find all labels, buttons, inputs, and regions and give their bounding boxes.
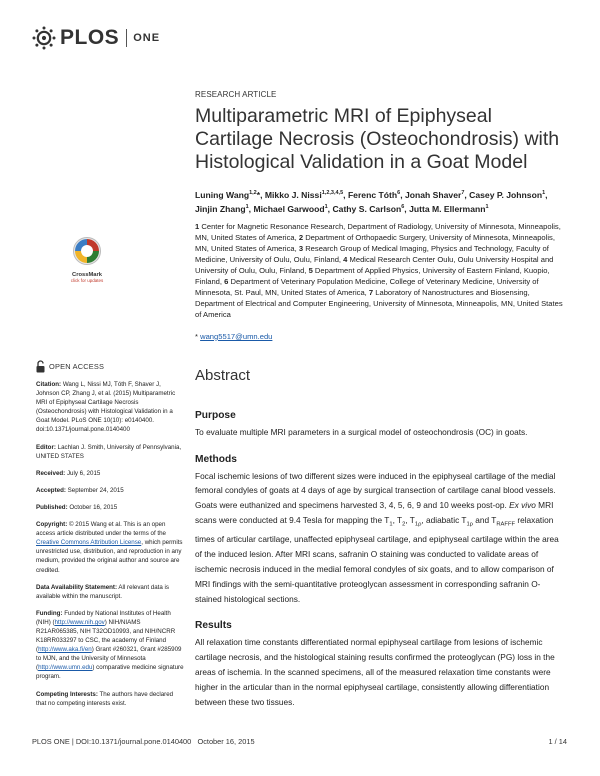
author-list: Luning Wang$^{1,2}$*, Mikko J. Nissi$^{1,2,3,4,5}$, Ferenc Tóth$^6$, Jonah Shaver$^7$, Casey P. Johnson$^1$, Jinjin Zhang$^1$, Michael Garwood$^1$, Cathy S. Carlson$^6$, Jutta M. Ellermann$^1$ xyxy=(195,189,548,214)
methods-p3: , adiabatic T xyxy=(421,514,467,525)
author-name: Jinjin Zhang xyxy=(195,203,246,214)
copyright xyxy=(36,520,184,575)
affil-num: 2 xyxy=(298,232,304,242)
affil-text: Department of Orthopaedic Surgery, University of Minnesota, Minneapolis, MN, United States of America, xyxy=(195,232,555,253)
methods-text xyxy=(195,469,567,607)
data-availability-text: All relevant data is available within the manuscript. xyxy=(36,583,169,600)
plos-logo-icon xyxy=(32,26,56,50)
methods-p2: MRI scans were conducted at 9.4 Tesla for mapping the T xyxy=(195,500,554,525)
open-lock-icon xyxy=(36,360,45,373)
copyright-text-2: , which permits unrestricted use, distribution, and reproduction in any medium, provided the original author and source are credited. xyxy=(36,539,183,574)
author-name: Ferenc Tóth xyxy=(347,189,398,200)
open-access-label: OPEN ACCESS xyxy=(49,361,105,371)
author-sup: 7 xyxy=(461,190,465,197)
author-sup: 1 xyxy=(542,190,546,197)
article-title: Multiparametric MRI of Epiphyseal Cartilage Necrosis (Osteochondrosis) with Histological Validation in a Goat Model xyxy=(195,105,560,173)
author-name: Mikko J. Nissi xyxy=(264,189,322,200)
funding-label: Funding: xyxy=(36,609,63,617)
methods-exvivo: Ex vivo xyxy=(509,500,536,511)
affil-text: Center for Magnetic Resonance Research, Department of Radiology, University of Minnesota, Minneapolis, MN, United States of America, xyxy=(195,221,561,242)
published-label: Published: xyxy=(36,503,68,511)
crossmark-sublabel: click for updates xyxy=(70,278,104,283)
methods-p4: and T xyxy=(472,514,497,525)
funding xyxy=(36,609,184,682)
author-name: Luning Wang xyxy=(195,189,250,200)
author-sup: 1,2 xyxy=(249,190,257,197)
editor-text: Lachlan J. Smith, University of Pennsylvania, UNITED STATES xyxy=(36,443,182,460)
methods-p1: Focal ischemic lesions of two different sizes were induced in the epiphyseal cartilage of the medial femoral condyles of goats at 4 days of age by surgical transection of cartilage canal blood vessels. Goats were euthanized and specimens harvested 3, 4, 5, 6, 9 and 10 weeks post-op. xyxy=(195,470,556,511)
results-text: All relaxation time constants differentiated normal epiphyseal cartilage from lesions of ischemic cartilage necrosis, and the histological staining results confirmed the proteoglycan (PG) loss in the areas of ischemia. In the scanned specimens, all of the measured relaxation time constants were higher in the articular than in the normal epiphyseal cartilage, consistently allowing differentiation between these two tissues. xyxy=(195,637,555,707)
published-text: October 16, 2015 xyxy=(67,503,118,511)
funding-text-3: ) Grant #260321, Grant #285909 to MJN, and the University of Minnesota ( xyxy=(36,646,182,672)
purpose-text: To evaluate multiple MRI parameters in a surgical model of osteochondrosis (OC) in goats. xyxy=(195,426,528,437)
results-section xyxy=(195,620,567,709)
affil-num: 3 xyxy=(298,243,304,253)
author-star: * xyxy=(256,189,261,200)
author-sup: 6 xyxy=(401,203,405,210)
corresponding-star: * xyxy=(195,331,198,341)
logo-separator xyxy=(126,29,127,47)
author-sup: 6 xyxy=(397,190,401,197)
purpose-heading: Purpose xyxy=(195,409,236,421)
data-availability-label: Data Availability Statement: xyxy=(36,583,118,591)
competing-interests xyxy=(36,690,184,708)
copyright-text: © 2015 Wang et al. This is an open access article distributed under the terms of the xyxy=(36,521,167,538)
open-access-badge xyxy=(36,360,184,373)
citation xyxy=(36,380,184,435)
author-name: Cathy S. Carlson xyxy=(332,203,402,214)
funding-text-2: ) NIH/NIAMS R21AR065385, NIH T32OD10993, and NIH/NCRR K18RR033297 to CSC, the academy of Finland ( xyxy=(36,618,176,654)
author-sup: 1,2,3,4,5 xyxy=(321,190,344,197)
received-label: Received: xyxy=(36,469,66,477)
affiliations xyxy=(195,221,567,320)
funding-text: Funded by National Institutes of Health (NIH) ( xyxy=(36,609,171,626)
page-footer xyxy=(32,737,567,746)
t2-sub: 2 xyxy=(402,521,406,528)
t1rho-sub-2: 1ρ xyxy=(466,521,473,528)
affil-text: Research Group of Medical Imaging, Physics and Technology, Faculty of Medicine, University of Oulu, Oulu, Finland, xyxy=(195,243,549,264)
license-link[interactable]: Creative Commons Attribution License xyxy=(36,539,142,547)
citation-text: Wang L, Nissi MJ, Tóth F, Shaver J, Johnson CP, Zhang J, et al. (2015) Multiparametric MRI of Epiphyseal Cartilage Necrosis (Osteochondrosis) with Histological Validation in a Goat Model. PLoS ONE 10(10): e0140400. doi:10.1371/journal.pone.0140400 xyxy=(36,381,176,434)
page-number: 1 / 14 xyxy=(548,737,567,746)
affil-num: 1 xyxy=(195,221,200,231)
author-sup: 1 xyxy=(245,203,249,210)
published xyxy=(36,503,184,512)
plos-one-logo xyxy=(32,26,160,50)
crossmark-badge[interactable] xyxy=(58,236,116,283)
footer-citation: PLOS ONE | DOI:10.1371/journal.pone.0140400 October 16, 2015 xyxy=(32,737,255,746)
logo-brand: PLOS xyxy=(60,26,120,49)
affil-num: 7 xyxy=(368,287,374,297)
author-sup: 1 xyxy=(324,203,328,210)
crossmark-icon xyxy=(72,236,102,266)
crossmark-label: CrossMark xyxy=(72,272,102,278)
affil-text: Medical Research Center Oulu, Oulu University Hospital and University of Oulu, Oulu, Finland, xyxy=(195,254,554,275)
editor xyxy=(36,443,184,461)
corresponding-email xyxy=(195,332,567,341)
methods-comma2: , T xyxy=(405,514,415,525)
aka-link[interactable]: http://www.aka.fi/en xyxy=(38,646,92,654)
article-main xyxy=(195,90,567,709)
methods-heading: Methods xyxy=(195,453,237,465)
copyright-label: Copyright: xyxy=(36,521,68,529)
article-info-sidebar xyxy=(36,360,184,716)
abstract-section xyxy=(195,367,567,384)
purpose-section xyxy=(195,410,567,440)
affil-text: Laboratory of Nanostructures and Biosensing, Department of Electrical and Computer Engineering, University of Minnesota, Minneapolis, MN, United States of America xyxy=(195,287,563,319)
nih-link[interactable]: http://www.nih.gov xyxy=(54,618,105,626)
methods-p5: relaxation times of articular cartilage, unaffected epiphyseal cartilage, and epiphyseal cartilage within the area of the induced lesion. After MRI scans, safranin O staining was conducted to validate areas of ischemic necrosis induced in the medial femoral condyles of six goats, and to allow comparison of MRI findings with the semi-quantitative proteoglycan assessment in corresponding safranin O-stained histological sections. xyxy=(195,514,559,604)
logo-journal: ONE xyxy=(133,32,161,44)
email-link[interactable]: wang5517@umn.edu xyxy=(200,331,273,341)
editor-label: Editor: xyxy=(36,443,56,451)
accepted-label: Accepted: xyxy=(36,486,66,494)
competing-text: The authors have declared that no competing interests exist. xyxy=(36,690,174,707)
article-type: RESEARCH ARTICLE xyxy=(195,90,277,99)
trafff-sub: RAFFF xyxy=(496,521,516,528)
affil-num: 5 xyxy=(308,265,313,275)
author-sup: 1 xyxy=(485,203,489,210)
affil-num: 6 xyxy=(224,276,229,286)
methods-comma: , T xyxy=(392,514,403,525)
methods-section xyxy=(195,454,567,607)
author-name: Casey P. Johnson xyxy=(469,189,543,200)
data-availability xyxy=(36,583,184,601)
t1rho-sub: 1ρ xyxy=(414,521,422,528)
accepted xyxy=(36,486,184,495)
competing-label: Competing Interests: xyxy=(36,690,98,698)
author-name: Jutta M. Ellermann xyxy=(409,203,486,214)
funding-text-4: ) comparative medicine signature program. xyxy=(36,664,184,681)
affil-text: Department of Veterinary Population Medicine, College of Veterinary Medicine, University of Minnesota, St. Paul, MN, United States of America, xyxy=(195,276,539,297)
affil-text: Department of Applied Physics, University of Eastern Finland, Kuopio, Finland, xyxy=(195,265,550,286)
accepted-text: September 24, 2015 xyxy=(65,486,124,494)
received-text: July 6, 2015 xyxy=(65,469,101,477)
t1-sub: 1 xyxy=(389,521,393,528)
author-name: Jonah Shaver xyxy=(404,189,462,200)
results-heading: Results xyxy=(195,620,232,632)
affil-num: 4 xyxy=(343,254,348,264)
citation-label: Citation: xyxy=(36,381,62,388)
umn-link[interactable]: http://www.umn.edu xyxy=(38,664,93,672)
abstract-heading: Abstract xyxy=(195,366,251,384)
received xyxy=(36,469,184,478)
author-name: Michael Garwood xyxy=(253,203,325,214)
